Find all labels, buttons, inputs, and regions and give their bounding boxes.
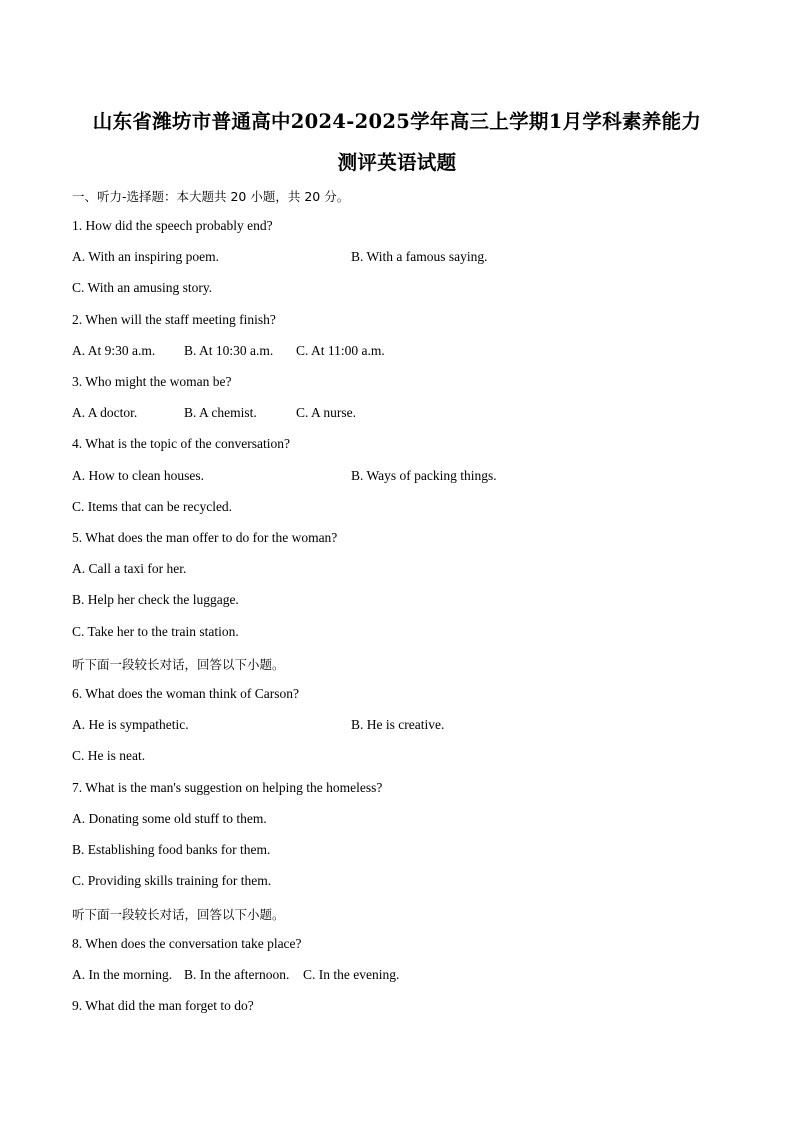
question-5-stem: 5. What does the man offer to do for the woman? (72, 530, 338, 545)
question-5-option-c: C. Take her to the train station. (72, 624, 239, 639)
question-4-option-c: C. Items that can be recycled. (72, 499, 233, 514)
question-7-stem: 7. What is the man's suggestion on helping the homeless? (72, 780, 383, 795)
question-8-option-c: C. In the evening. (303, 967, 400, 982)
question-7-option-a: A. Donating some old stuff to them. (72, 811, 267, 826)
question-8-option-a: A. In the morning. (72, 967, 173, 982)
question-1-option-c: C. With an amusing story. (72, 280, 213, 295)
question-2-option-b: B. At 10:30 a.m. (184, 343, 274, 358)
exam-title-line-1: 山东省潍坊市普通高中2024-2025学年高三上学期1月学科素养能力 (92, 110, 702, 133)
question-8-option-b: B. In the afternoon. (184, 967, 290, 982)
question-4-option-a: A. How to clean houses. (72, 468, 204, 483)
question-1-stem: 1. How did the speech probably end? (72, 218, 273, 233)
question-6-option-c: C. He is neat. (72, 748, 146, 763)
long-dialogue-instruction-1: 听下面一段较长对话，回答以下小题。 (72, 657, 285, 672)
question-6-stem: 6. What does the woman think of Carson? (72, 686, 299, 701)
exam-title-line-2: 测评英语试题 (337, 151, 457, 174)
question-3-option-c: C. A nurse. (296, 405, 357, 420)
question-2-stem: 2. When will the staff meeting finish? (72, 312, 276, 327)
question-2-option-a: A. At 9:30 a.m. (72, 343, 156, 358)
question-1-option-b: B. With a famous saying. (351, 249, 488, 264)
question-9-stem: 9. What did the man forget to do? (72, 998, 254, 1013)
question-1-option-a: A. With an inspiring poem. (72, 249, 219, 264)
question-6-option-a: A. He is sympathetic. (72, 717, 189, 732)
question-5-option-b: B. Help her check the luggage. (72, 592, 239, 607)
question-4-stem: 4. What is the topic of the conversation? (72, 436, 290, 451)
question-3-option-b: B. A chemist. (184, 405, 257, 420)
question-8-stem: 8. When does the conversation take place? (72, 936, 302, 951)
question-3-stem: 3. Who might the woman be? (72, 374, 232, 389)
question-6-option-b: B. He is creative. (351, 717, 445, 732)
question-3-option-a: A. A doctor. (72, 405, 138, 420)
long-dialogue-instruction-2: 听下面一段较长对话，回答以下小题。 (72, 907, 285, 922)
question-7-option-c: C. Providing skills training for them. (72, 873, 272, 888)
question-2-option-c: C. At 11:00 a.m. (296, 343, 385, 358)
question-4-option-b: B. Ways of packing things. (351, 468, 497, 483)
question-7-option-b: B. Establishing food banks for them. (72, 842, 271, 857)
question-5-option-a: A. Call a taxi for her. (72, 561, 187, 576)
section-heading: 一、听力-选择题：本大题共 20 小题，共 20 分。 (72, 189, 350, 204)
